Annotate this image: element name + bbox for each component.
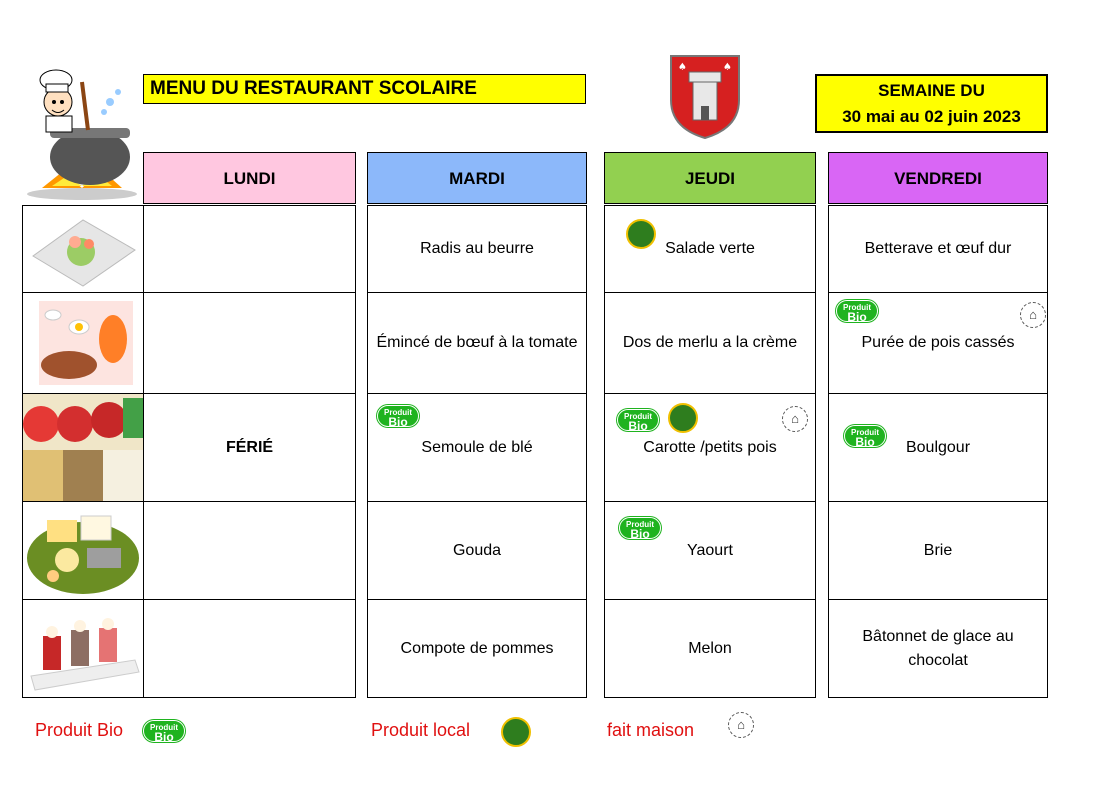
menu-cell-lundi-3: FÉRIÉ [143,393,356,502]
day-header-vendredi: VENDREDI [828,152,1048,204]
svg-text:♠: ♠ [678,62,687,73]
course-image-dessert [22,599,144,698]
menu-cell-mardi-1: Radis au beurre [367,205,587,293]
bio-badge-top: Produit [384,408,412,417]
local-product-icon [501,717,531,747]
menu-cell-vendredi-1: Betterave et œuf dur [828,205,1048,293]
menu-cell-lundi-1 [143,205,356,293]
menu-cell-jeudi-1: Salade verte [604,205,816,293]
town-crest-icon [669,54,741,140]
bio-badge-top: Produit [851,428,879,437]
bio-badge-bottom: Bio [847,310,867,324]
page-title: MENU DU RESTAURANT SCOLAIRE [143,74,586,104]
bio-badge-icon [619,517,661,539]
menu-cell-lundi-5 [143,599,356,698]
day-header-jeudi: JEUDI [604,152,816,204]
entree-plate-icon [23,206,143,292]
bio-badge-top: Produit [624,412,652,421]
bio-badge-bottom: Bio [154,730,174,744]
main-dish-icon [23,293,143,393]
local-product-icon [626,219,656,249]
day-header-lundi: LUNDI [143,152,356,204]
chef-cooking-icon [22,62,142,202]
bio-badge-bottom: Bio [855,435,875,449]
bio-badge-icon [844,425,886,447]
menu-cell-lundi-2 [143,292,356,394]
menu-cell-jeudi-5: Melon [604,599,816,698]
course-image-entree [22,205,144,293]
menu-cell-jeudi-2: Dos de merlu a la crème [604,292,816,394]
bio-badge-icon [617,409,659,431]
menu-cell-vendredi-4: Brie [828,501,1048,600]
homemade-icon: ⌂ [782,406,808,432]
course-image-accompagnement [22,393,144,502]
svg-text:♠: ♠ [723,62,732,73]
week-dates [815,74,1048,133]
homemade-icon: ⌂ [1020,302,1046,328]
legend-maison-label: fait maison [607,720,695,740]
cheese-platter-icon [23,502,143,599]
bio-badge-icon [377,405,419,427]
menu-cell-mardi-2: Émincé de bœuf à la tomate [367,292,587,394]
menu-cell-jeudi-4: Yaourt [604,501,816,600]
local-product-icon [668,403,698,433]
menu-cell-vendredi-3: Boulgour [828,393,1048,502]
menu-cell-mardi-4: Gouda [367,501,587,600]
menu-cell-mardi-3: Semoule de blé [367,393,587,502]
menu-cell-mardi-5: Compote de pommes [367,599,587,698]
legend-bio-label: Produit Bio [35,720,124,740]
week-label: SEMAINE DU [878,81,985,100]
course-image-fromage [22,501,144,600]
day-header-mardi: MARDI [367,152,587,204]
bio-badge-top: Produit [150,723,178,732]
bio-badge-bottom: Bio [630,527,650,541]
bio-badge-top: Produit [626,520,654,529]
legend-local-label: Produit local [371,720,471,740]
bio-badge-bottom: Bio [628,419,648,433]
homemade-icon: ⌂ [728,712,754,738]
dessert-icon [23,600,143,697]
week-range: 30 mai au 02 juin 2023 [842,107,1021,126]
menu-cell-vendredi-2: Purée de pois cassés [828,292,1048,394]
menu-cell-vendredi-5: Bâtonnet de glace au chocolat [828,599,1048,698]
bio-badge-icon [836,300,878,322]
menu-cell-lundi-4 [143,501,356,600]
course-image-plat [22,292,144,394]
menu-cell-jeudi-3: Carotte /petits pois [604,393,816,502]
bio-badge-bottom: Bio [388,415,408,429]
bio-badge-icon [143,720,185,742]
bio-badge-top: Produit [843,303,871,312]
vegetables-grains-icon [23,394,143,501]
